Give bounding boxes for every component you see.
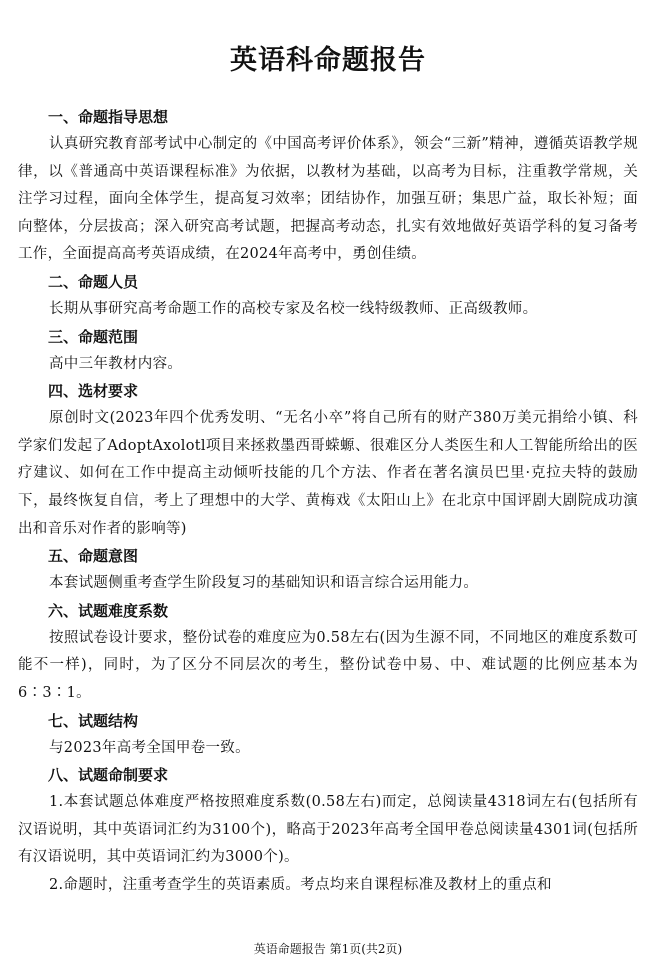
section-paragraph: 认真研究教育部考试中心制定的《中国高考评价体系》，领会“三新”精神，遵循英语教学规律，以《普通高中英语课程标准》为依据，以教材为基础，以高考为目标，注重教学常规，关注学习过程，面向全体学生，提高复习效率；团结协作，加强互研；集思广益，取长补短；面向整体，分层拔高；深入研究高考试题，把握高考动态，扎实有效地做好英语学科的复习备考工作，全面提高高考英语成绩，在2024年高考中，勇创佳绩。 xyxy=(18,136,638,263)
section-paragraph: 按照试卷设计要求，整份试卷的难度应为0.58左右(因为生源不同，不同地区的难度系数可能不一样)，同时，为了区分不同层次的考生，整份试卷中易、中、难试题的比例应基本为6∶3∶1。 xyxy=(18,629,638,701)
section-paragraph: 长期从事研究高考命题工作的高校专家及名校一线特级教师、正高级教师。 xyxy=(49,300,538,317)
page-title: 英语科命题报告 xyxy=(230,45,426,76)
section-paragraph: 1.本套试题总体难度严格按照难度系数(0.58左右)而定，总阅读量4318词左右(包括所有汉语说明，其中英语词汇约为3100个)，略高于2023年高考全国甲卷总阅读量4301词(包括所有汉语说明，其中英语词汇约为3000个)。 xyxy=(18,794,638,866)
section-heading-composition-requirements: 八、试题命制要求 xyxy=(48,766,169,785)
document-body xyxy=(18,104,638,899)
section-paragraph: 原创时文(2023年四个优秀发明、“无名小卒”将自己所有的财产380万美元捐给小镇、科学家们发起了AdoptAxolotl项目来拯救墨西哥蝾螈、很难区分人类医生和人工智能所给出的医疗建议、如何在工作中提高主动倾听技能的几个方法、作者在著名演员巴里·克拉夫特的鼓励下，最终恢复自信，考上了理想中的大学、黄梅戏《太阳山上》在北京中国评剧大剧院成功演出和音乐对作者的影响等) xyxy=(18,410,638,537)
section-heading-personnel: 二、命题人员 xyxy=(48,272,139,291)
page-footer: 英语命题报告 第1页(共2页) xyxy=(253,942,403,956)
section-heading-intent: 五、命题意图 xyxy=(48,547,139,566)
section-paragraph: 2.命题时，注重考查学生的英语素质。考点均来自课程标准及教材上的重点和 xyxy=(49,876,552,893)
section-paragraph: 与2023年高考全国甲卷一致。 xyxy=(49,739,250,756)
section-paragraph: 高中三年教材内容。 xyxy=(49,355,183,372)
section-heading-structure: 七、试题结构 xyxy=(48,711,139,730)
section-heading-material-requirements: 四、选材要求 xyxy=(48,382,139,401)
section-heading-scope: 三、命题范围 xyxy=(48,327,139,346)
section-paragraph: 本套试题侧重考查学生阶段复习的基础知识和语言综合运用能力。 xyxy=(49,575,479,592)
section-heading-difficulty: 六、试题难度系数 xyxy=(48,601,169,620)
section-heading-guiding-ideology: 一、命题指导思想 xyxy=(48,108,169,126)
